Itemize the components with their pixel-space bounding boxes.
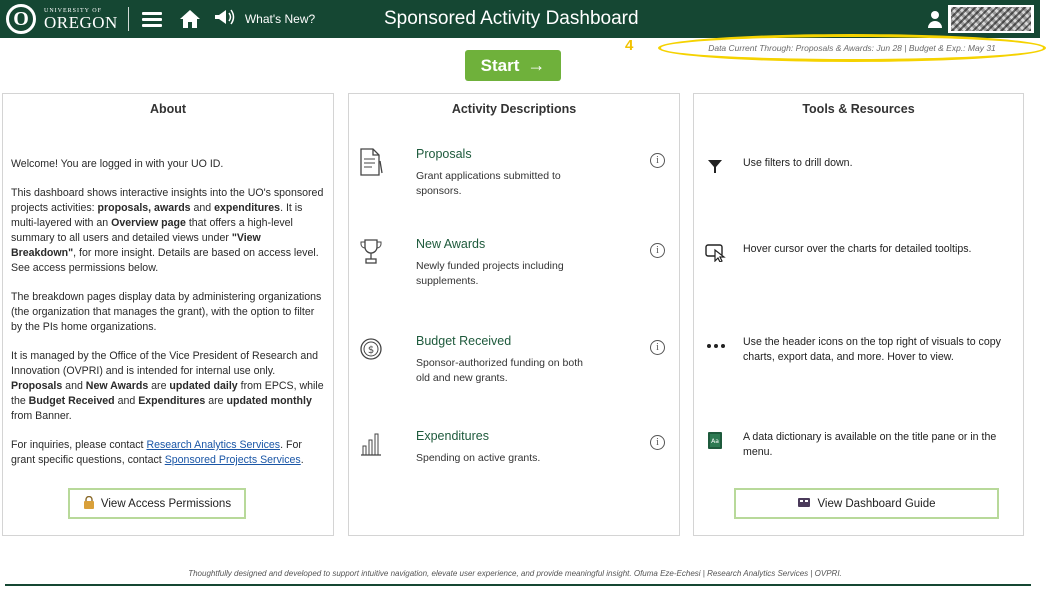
- trophy-icon: [359, 237, 383, 267]
- cursor-tooltip-icon: [705, 242, 725, 262]
- tools-title: Tools & Resources: [802, 102, 915, 116]
- footer-divider: [5, 584, 1031, 586]
- logo-big-text: OREGON: [44, 12, 118, 32]
- sponsored-projects-link[interactable]: Sponsored Projects Services: [164, 454, 301, 466]
- top-navigation-bar: [0, 0, 1040, 38]
- about-title: About: [149, 102, 187, 116]
- university-logo[interactable]: [0, 0, 118, 38]
- tool-text: Hover cursor over the charts for detailed tooltips.: [743, 243, 972, 255]
- whats-new-button[interactable]: [213, 8, 315, 31]
- about-breakdown: The breakdown pages display data by administering organizations (the organization that manages the grant), with the option to filter by the PIs home organizations.: [11, 291, 322, 333]
- about-description: This dashboard shows interactive insights into the UO's sponsored projects activities: proposals, awards and expenditures. It is multi-layered with an Overview page that offers a high-level summary to all users and detailed views under "View Breakdown", for more insight. Details are based on access level. See access permissions below.: [11, 187, 324, 274]
- about-welcome: Welcome! You are logged in with your UO ID.: [11, 158, 224, 170]
- svg-text:Aa: Aa: [711, 438, 719, 445]
- about-management: It is managed by the Office of the Vice President of Research and Innovation (OVPRI) and is intended for internal use only. Proposals and New Awards are updated daily from EPCS, while the Budget Received and Expenditures are updated monthly from Banner.: [11, 350, 324, 422]
- tool-text: Use filters to drill down.: [743, 157, 853, 169]
- view-access-permissions-button[interactable]: [68, 488, 246, 519]
- filter-icon: [705, 156, 725, 176]
- info-icon[interactable]: i: [650, 435, 665, 450]
- research-analytics-link[interactable]: Research Analytics Services: [146, 439, 281, 451]
- arrow-right-icon: →: [527, 55, 546, 75]
- lock-icon: [83, 496, 95, 512]
- logo-wordmark: [44, 8, 118, 31]
- activity-desc: Newly funded projects including supplements.: [416, 260, 564, 287]
- logo-o-mark: O: [6, 4, 36, 34]
- dollar-coin-icon: [359, 334, 383, 364]
- document-icon: [359, 147, 383, 177]
- logo-small-text: UNIVERSITY OF: [44, 7, 102, 14]
- start-button[interactable]: [465, 50, 561, 81]
- info-icon[interactable]: i: [650, 153, 665, 168]
- activity-name: Expenditures: [416, 429, 489, 443]
- info-icon[interactable]: i: [650, 340, 665, 355]
- activity-name: Proposals: [416, 147, 472, 161]
- svg-text:$: $: [367, 345, 375, 356]
- view-dashboard-guide-button[interactable]: [734, 488, 999, 519]
- user-icon: [922, 5, 948, 33]
- activity-name: New Awards: [416, 237, 486, 251]
- user-name-redacted: [951, 7, 1031, 31]
- data-current-highlight: [658, 34, 1046, 62]
- activity-name: Budget Received: [416, 334, 512, 348]
- user-account[interactable]: [922, 5, 1034, 33]
- start-label: Start: [480, 55, 520, 75]
- view-dashboard-guide-label: View Dashboard Guide: [817, 497, 936, 510]
- tools-resources-panel: [693, 93, 1024, 536]
- activity-desc: Spending on active grants.: [416, 452, 541, 464]
- whats-new-label: What's New?: [244, 12, 316, 26]
- tool-text: A data dictionary is available on the title pane or in the menu.: [743, 431, 997, 458]
- about-contact: For inquiries, please contact Research Analytics Services. For grant specific questions, contact Sponsored Projects Services.: [11, 439, 304, 466]
- data-current-text: Data Current Through: Proposals & Awards: Jun 28 | Budget & Exp.: May 31: [708, 43, 996, 53]
- guide-book-icon: [797, 496, 811, 511]
- activity-title: Activity Descriptions: [451, 102, 577, 116]
- about-panel: [2, 93, 334, 536]
- more-dots-icon: [705, 335, 725, 355]
- annotation-number: 4: [625, 37, 634, 54]
- dictionary-icon: [705, 430, 725, 450]
- megaphone-icon: [213, 8, 237, 31]
- footer-credits: Thoughtfully designed and developed to support intuitive navigation, elevate user experience, and provide meaningful insight. Ofuma Eze-Echesi | Research Analytics Services | OVPRI.: [188, 569, 842, 578]
- activity-desc: Grant applications submitted to sponsors.: [416, 170, 561, 197]
- info-icon[interactable]: i: [650, 243, 665, 258]
- header-divider: [128, 7, 129, 31]
- about-body: [3, 157, 333, 468]
- activity-descriptions-panel: [348, 93, 680, 536]
- bar-chart-icon: [359, 429, 383, 459]
- menu-icon[interactable]: [137, 0, 167, 38]
- view-access-permissions-label: View Access Permissions: [100, 497, 232, 510]
- activity-desc: Sponsor-authorized funding on both old and new grants.: [416, 357, 583, 384]
- page-title: Sponsored Activity Dashboard: [384, 8, 639, 29]
- home-icon[interactable]: [175, 0, 205, 38]
- tool-text: Use the header icons on the top right of visuals to copy charts, export data, and more. Hover to view.: [743, 336, 1001, 363]
